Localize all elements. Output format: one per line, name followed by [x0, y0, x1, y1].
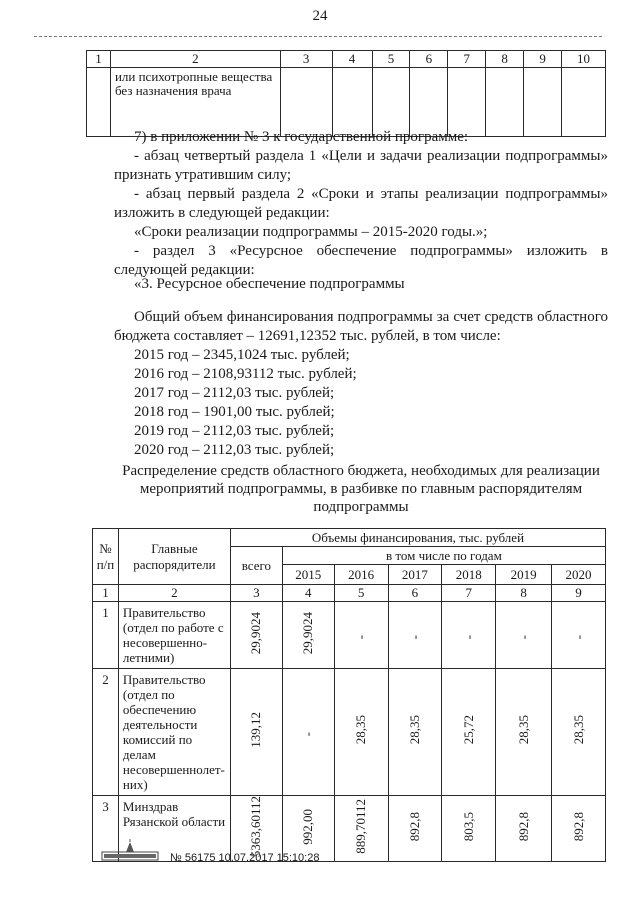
funding-year: 2018 год – 1901,00 тыс. рублей;	[134, 404, 335, 420]
table-row	[87, 68, 606, 137]
amendment-line2: - абзац первый раздела 2 «Сроки и этапы реализации подпрограммы» изложить в следующей редакции:	[114, 186, 608, 221]
header-year: 2017	[388, 565, 442, 585]
doc-number: 56175	[184, 852, 216, 864]
row-total: 29,9024	[248, 611, 264, 655]
header-including: в том числе по годам	[282, 547, 605, 565]
header-row	[87, 51, 606, 68]
header-divider	[34, 36, 602, 37]
header-cell: 10	[562, 51, 606, 68]
header-year: 2015	[282, 565, 334, 585]
header-cell: 4	[332, 51, 372, 68]
header-cell: 5	[372, 51, 410, 68]
funding-total: Общий объем финансирования подпрограммы за счет средств областного бюджета составляет – 12691,12352 тыс. рублей, в том числе:	[114, 309, 608, 344]
distribution-table	[92, 528, 606, 862]
row-number: 3	[93, 796, 119, 862]
header-cell: 8	[486, 51, 524, 68]
funding-year: 2016 год – 2108,93112 тыс. рублей;	[134, 366, 357, 382]
distribution-title: Распределение средств областного бюджета, необходимых для реализации мероприятий подпрограммы, в разбивке по главным распорядителям подпрограммы	[122, 463, 600, 515]
header-main: Главные распорядители	[118, 529, 230, 585]
amendment-line3: «Сроки реализации подпрограммы – 2015-2020 годы.»;	[134, 224, 488, 240]
table-row: 1 Правительство (отдел по работе с несовершенно-летними) 29,9024 29,9024 - - - - -	[93, 602, 606, 669]
row-total: 139,12	[248, 712, 264, 748]
header-year: 2020	[552, 565, 606, 585]
header-cell: 1	[87, 51, 111, 68]
row-text: или психотропные вещества без назначения врача	[110, 68, 280, 137]
funding-year: 2015 год – 2345,1024 тыс. рублей;	[134, 347, 350, 363]
header-year: 2019	[496, 565, 552, 585]
doc-number-icon: №	[170, 852, 185, 864]
table-row: 3 Минздрав Рязанской области 5363,60112 992,00 889,70112 892,8 803,5 892,8 892,8	[93, 796, 606, 862]
footer-stamp	[170, 852, 319, 864]
row-number: 2	[93, 669, 119, 796]
row-number: 1	[93, 602, 119, 669]
header-cell: 9	[524, 51, 562, 68]
funding-year: 2020 год – 2112,03 тыс. рублей;	[134, 442, 335, 458]
funding-year: 2019 год – 2112,03 тыс. рублей;	[134, 423, 335, 439]
doc-datetime: 10.07.2017 15:10:28	[218, 852, 320, 864]
row-name: Правительство (отдел по обеспечению деятельности комиссий по делам несовершеннолет-них)	[118, 669, 230, 796]
index-row: 1 2 3 4 5 6 7 8 9	[93, 585, 606, 602]
section-heading: «3. Ресурсное обеспечение подпрограммы	[134, 276, 405, 292]
row-name: Правительство (отдел по работе с несовершенно-летними)	[118, 602, 230, 669]
emblem-logo	[100, 838, 162, 864]
amendment-item7: 7) в приложении № 3 к государственной программе:	[134, 129, 469, 145]
funding-year: 2017 год – 2112,03 тыс. рублей;	[134, 385, 335, 401]
table-row: 2 Правительство (отдел по обеспечению деятельности комиссий по делам несовершеннолет-них) 139,12 - 28,35 28,35 25,72 28,35 28,35	[93, 669, 606, 796]
header-year: 2018	[442, 565, 496, 585]
header-cell: 3	[280, 51, 332, 68]
header-volumes: Объемы финансирования, тыс. рублей	[230, 529, 605, 547]
header-num: № п/п	[93, 529, 119, 585]
amendment-line1: - абзац четвертый раздела 1 «Цели и задачи реализации подпрограммы» признать утратившим силу;	[114, 148, 608, 183]
header-cell: 7	[448, 51, 486, 68]
header-year: 2016	[334, 565, 388, 585]
row-name: Минздрав Рязанской области	[118, 796, 230, 862]
header-total: всего	[230, 547, 282, 585]
amendment-line4: - раздел 3 «Ресурсное обеспечение подпрограммы» изложить в следующей редакции:	[114, 243, 608, 278]
header-cell: 6	[410, 51, 448, 68]
page-number: 24	[312, 8, 328, 24]
row-total: 5363,60112	[248, 796, 264, 858]
continued-table	[86, 50, 606, 137]
header-cell: 2	[110, 51, 280, 68]
